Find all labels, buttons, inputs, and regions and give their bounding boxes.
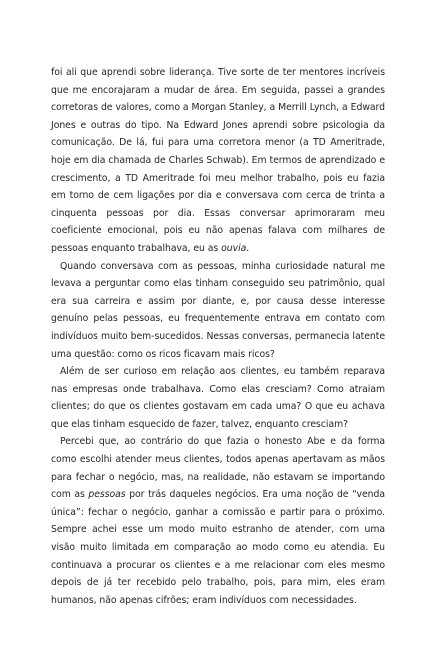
paragraph-1-text-2: . [246,242,250,254]
body-text [51,64,385,609]
paragraph-2-text: Quando conversava com as pessoas, minha curiosidade natural me levava a perguntar como elas tinham conseguido seu patrimônio, qual era sua carreira e assim por diante, e, por causa desse interesse genuíno pelas pessoas, eu frequentemente entrava em contato com indivíduos muito bem-sucedidos. Nessas conversas, permanecia latente uma questão: como os ricos ficavam mais ricos? [51,260,385,360]
paragraph-1-text-1: foi ali que aprendi sobre liderança. Tive sorte de ter mentores incríveis que me encorajaram a mudar de área. Em seguida, passei a grandes corretoras de valores, como a Morgan Stanley, a Merrill Lynch, a Edward Jones e outras do tipo. Na Edward Jones aprendi sobre psicologia da comunicação. De lá, fui para uma corretora menor (a TD Ameritrade, hoje em dia chamada de Charles Schwab). Em termos de aprendizado e crescimento, a TD Ameritrade foi meu melhor trabalho, pois eu fazia em torno de cem ligações por dia e conversava com cerca de trinta a cinquenta pessoas por dia. Essas conversar aprimoraram meu coeficiente emocional, pois eu não apenas falava com milhares de pessoas enquanto trabalhava, eu as [51,67,385,254]
paragraph-4-text-2: por trás daqueles negócios. Era uma noção de “venda única”: fechar o negócio, ganhar a comissão e partir para o próximo. Sempre achei esse um modo muito estranho de atender, com uma visão muito limitada em comparação ao modo como eu atendia. Eu continuava a procurar os clientes e a me relacionar com eles mesmo depois de já ter recebido pelo trabalho, pois, para mim, eles eram humanos, não apenas cifrões; eram indivíduos com necessidades. [51,489,385,606]
paragraph-1-italic-ouvia: ouvia [221,242,247,254]
paragraph-4-text-1: Percebi que, ao contrário do que fazia o honesto Abe e da forma como escolhi atender meus clientes, todos apenas apertavam as mãos para fechar o negócio, mas, na realidade, não estavam se importando com as [51,436,385,501]
paragraph-3 [51,363,385,433]
paragraph-1 [51,64,385,258]
paragraph-4-italic-pessoas: pessoas [88,489,126,501]
paragraph-3-text: Além de ser curioso em relação aos clientes, eu também reparava nas empresas onde trabalhava. Como elas cresciam? Como atraiam clientes; do que os clientes gostavam em cada uma? O que eu achava que elas tinham esquecido de fazer, talvez, enquanto cresciam? [51,366,385,430]
paragraph-4 [51,433,385,609]
paragraph-2 [51,258,385,364]
